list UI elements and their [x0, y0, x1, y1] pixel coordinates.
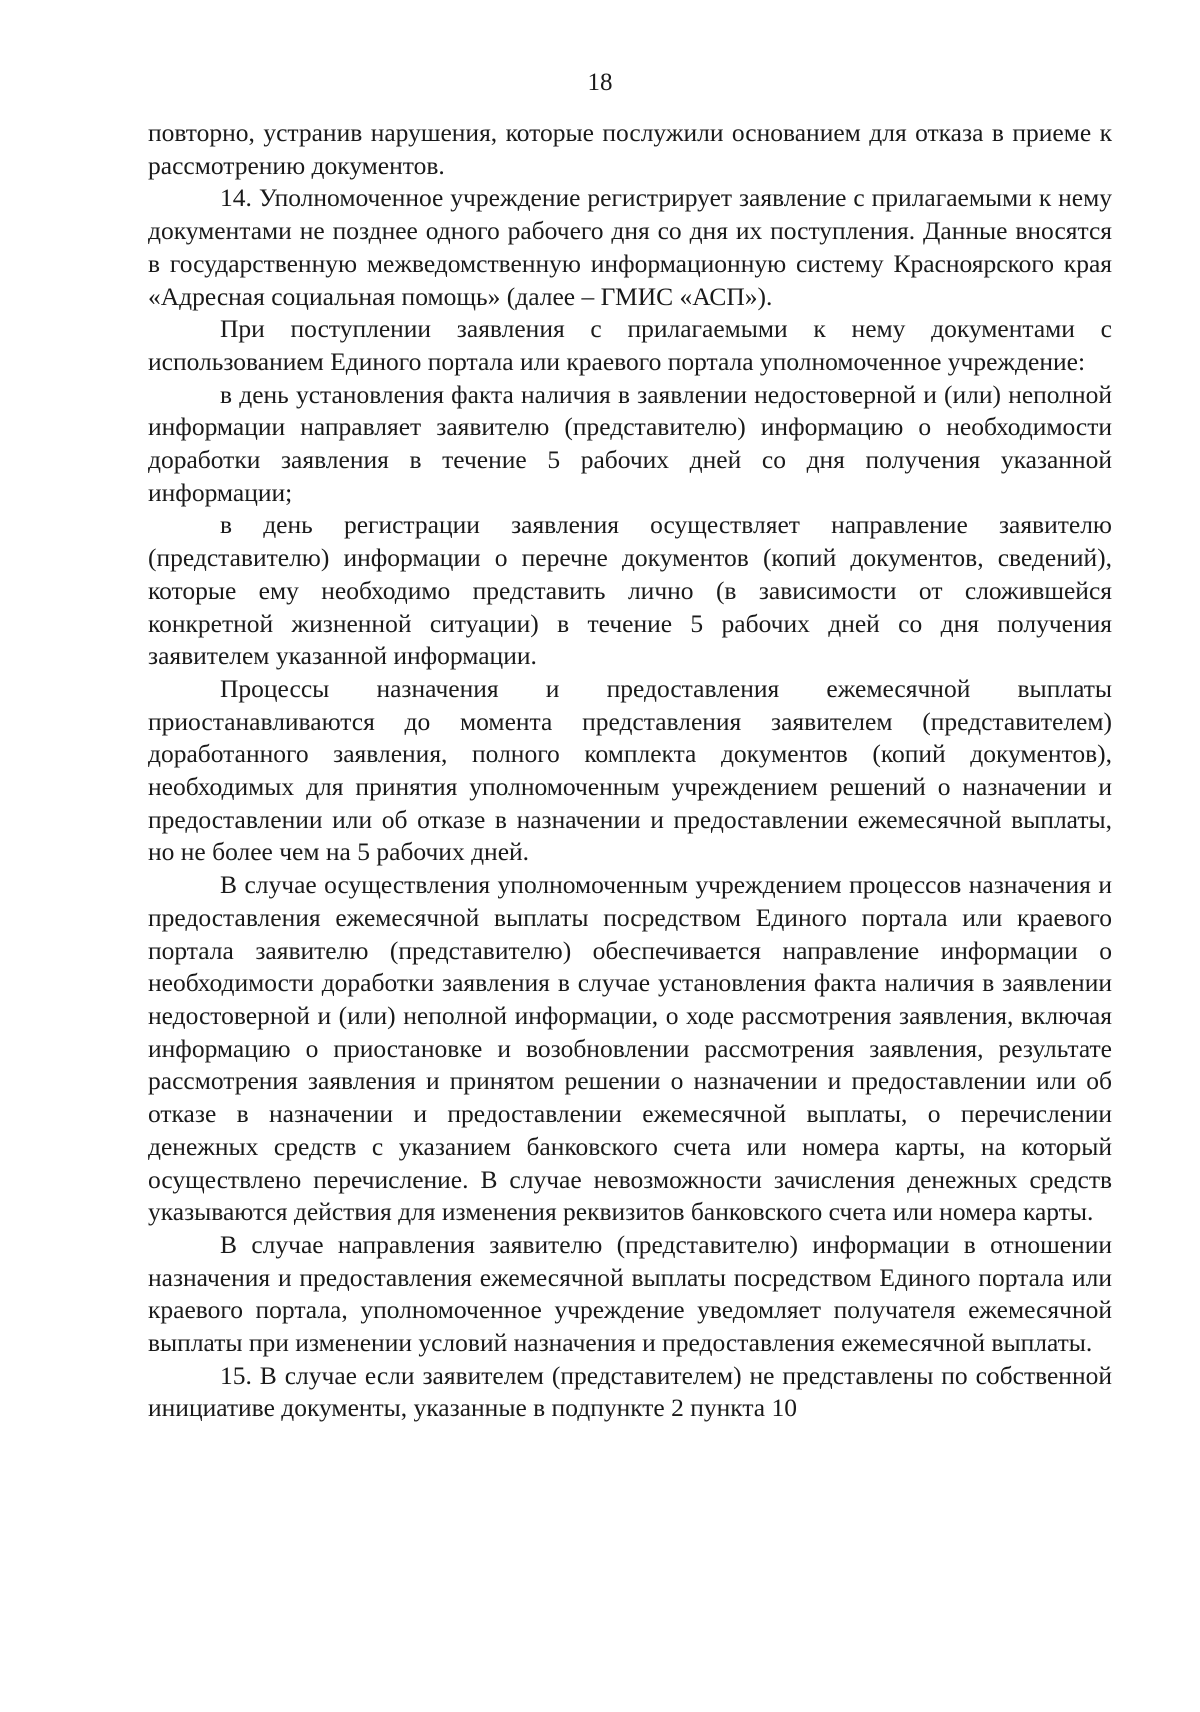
document-body [148, 117, 1112, 1425]
paragraph: в день установления факта наличия в заявлении недостоверной и (или) неполной информации направляет заявителю (представителю) информацию о необходимости доработки заявления в течение 5 рабочих дней со дня получения указанной информации; [148, 379, 1112, 507]
paragraph: повторно, устранив нарушения, которые послужили основанием для отказа в приеме к рассмотрению документов. [148, 118, 1112, 180]
page-number: 18 [587, 69, 613, 96]
paragraph: Процессы назначения и предоставления ежемесячной выплаты приостанавливаются до момента представления заявителем (представителем) доработанного заявления, полного комплекта документов (копий документов), необходимых для принятия уполномоченным учреждением решений о назначении и предоставлении или об отказе в назначении и предоставлении ежемесячной выплаты, но не более чем на 5 рабочих дней. [148, 673, 1112, 867]
paragraph: 15. В случае если заявителем (представителем) не представлены по собственной инициативе документы, указанные в подпункте 2 пункта 10 [148, 1360, 1112, 1423]
paragraph: 14. Уполномоченное учреждение регистрирует заявление с прилагаемыми к нему документами не позднее одного рабочего дня со дня их поступления. Данные вносятся в государственную межведомственную информационную систему Красноярского края «Адресная социальная помощь» (далее – ГМИС «АСП»). [148, 183, 1112, 311]
paragraph: При поступлении заявления с прилагаемыми к нему документами с использованием Единого портала или краевого портала уполномоченное учреждение: [148, 314, 1112, 376]
paragraph: В случае осуществления уполномоченным учреждением процессов назначения и предоставления ежемесячной выплаты посредством Единого портала или краевого портала заявителю (представителю) обеспечивается направление информации о необходимости доработки заявления в случае установления факта наличия в заявлении недостоверной и (или) неполной информации, о ходе рассмотрения заявления, включая информацию о приостановке и возобновлении рассмотрения заявления, результате рассмотрения заявления и принятом решении о назначении и предоставлении или об отказе в назначении и предоставлении ежемесячной выплаты, о перечислении денежных средств с указанием банковского счета или номера карты, на который осуществлено перечисление. В случае невозможности зачисления денежных средств указываются действия для изменения реквизитов банковского счета или номера карты. [148, 870, 1112, 1227]
paragraph: в день регистрации заявления осуществляет направление заявителю (представителю) информации о перечне документов (копий документов, сведений), которые ему необходимо представить лично (в зависимости от сложившейся конкретной жизненной ситуации) в течение 5 рабочих дней со дня получения заявителем указанной информации. [148, 510, 1112, 671]
paragraph: В случае направления заявителю (представителю) информации в отношении назначения и предоставления ежемесячной выплаты посредством Единого портала или краевого портала, уполномоченное учреждение уведомляет получателя ежемесячной выплаты при изменении условий назначения и предоставления ежемесячной выплаты. [148, 1229, 1112, 1358]
